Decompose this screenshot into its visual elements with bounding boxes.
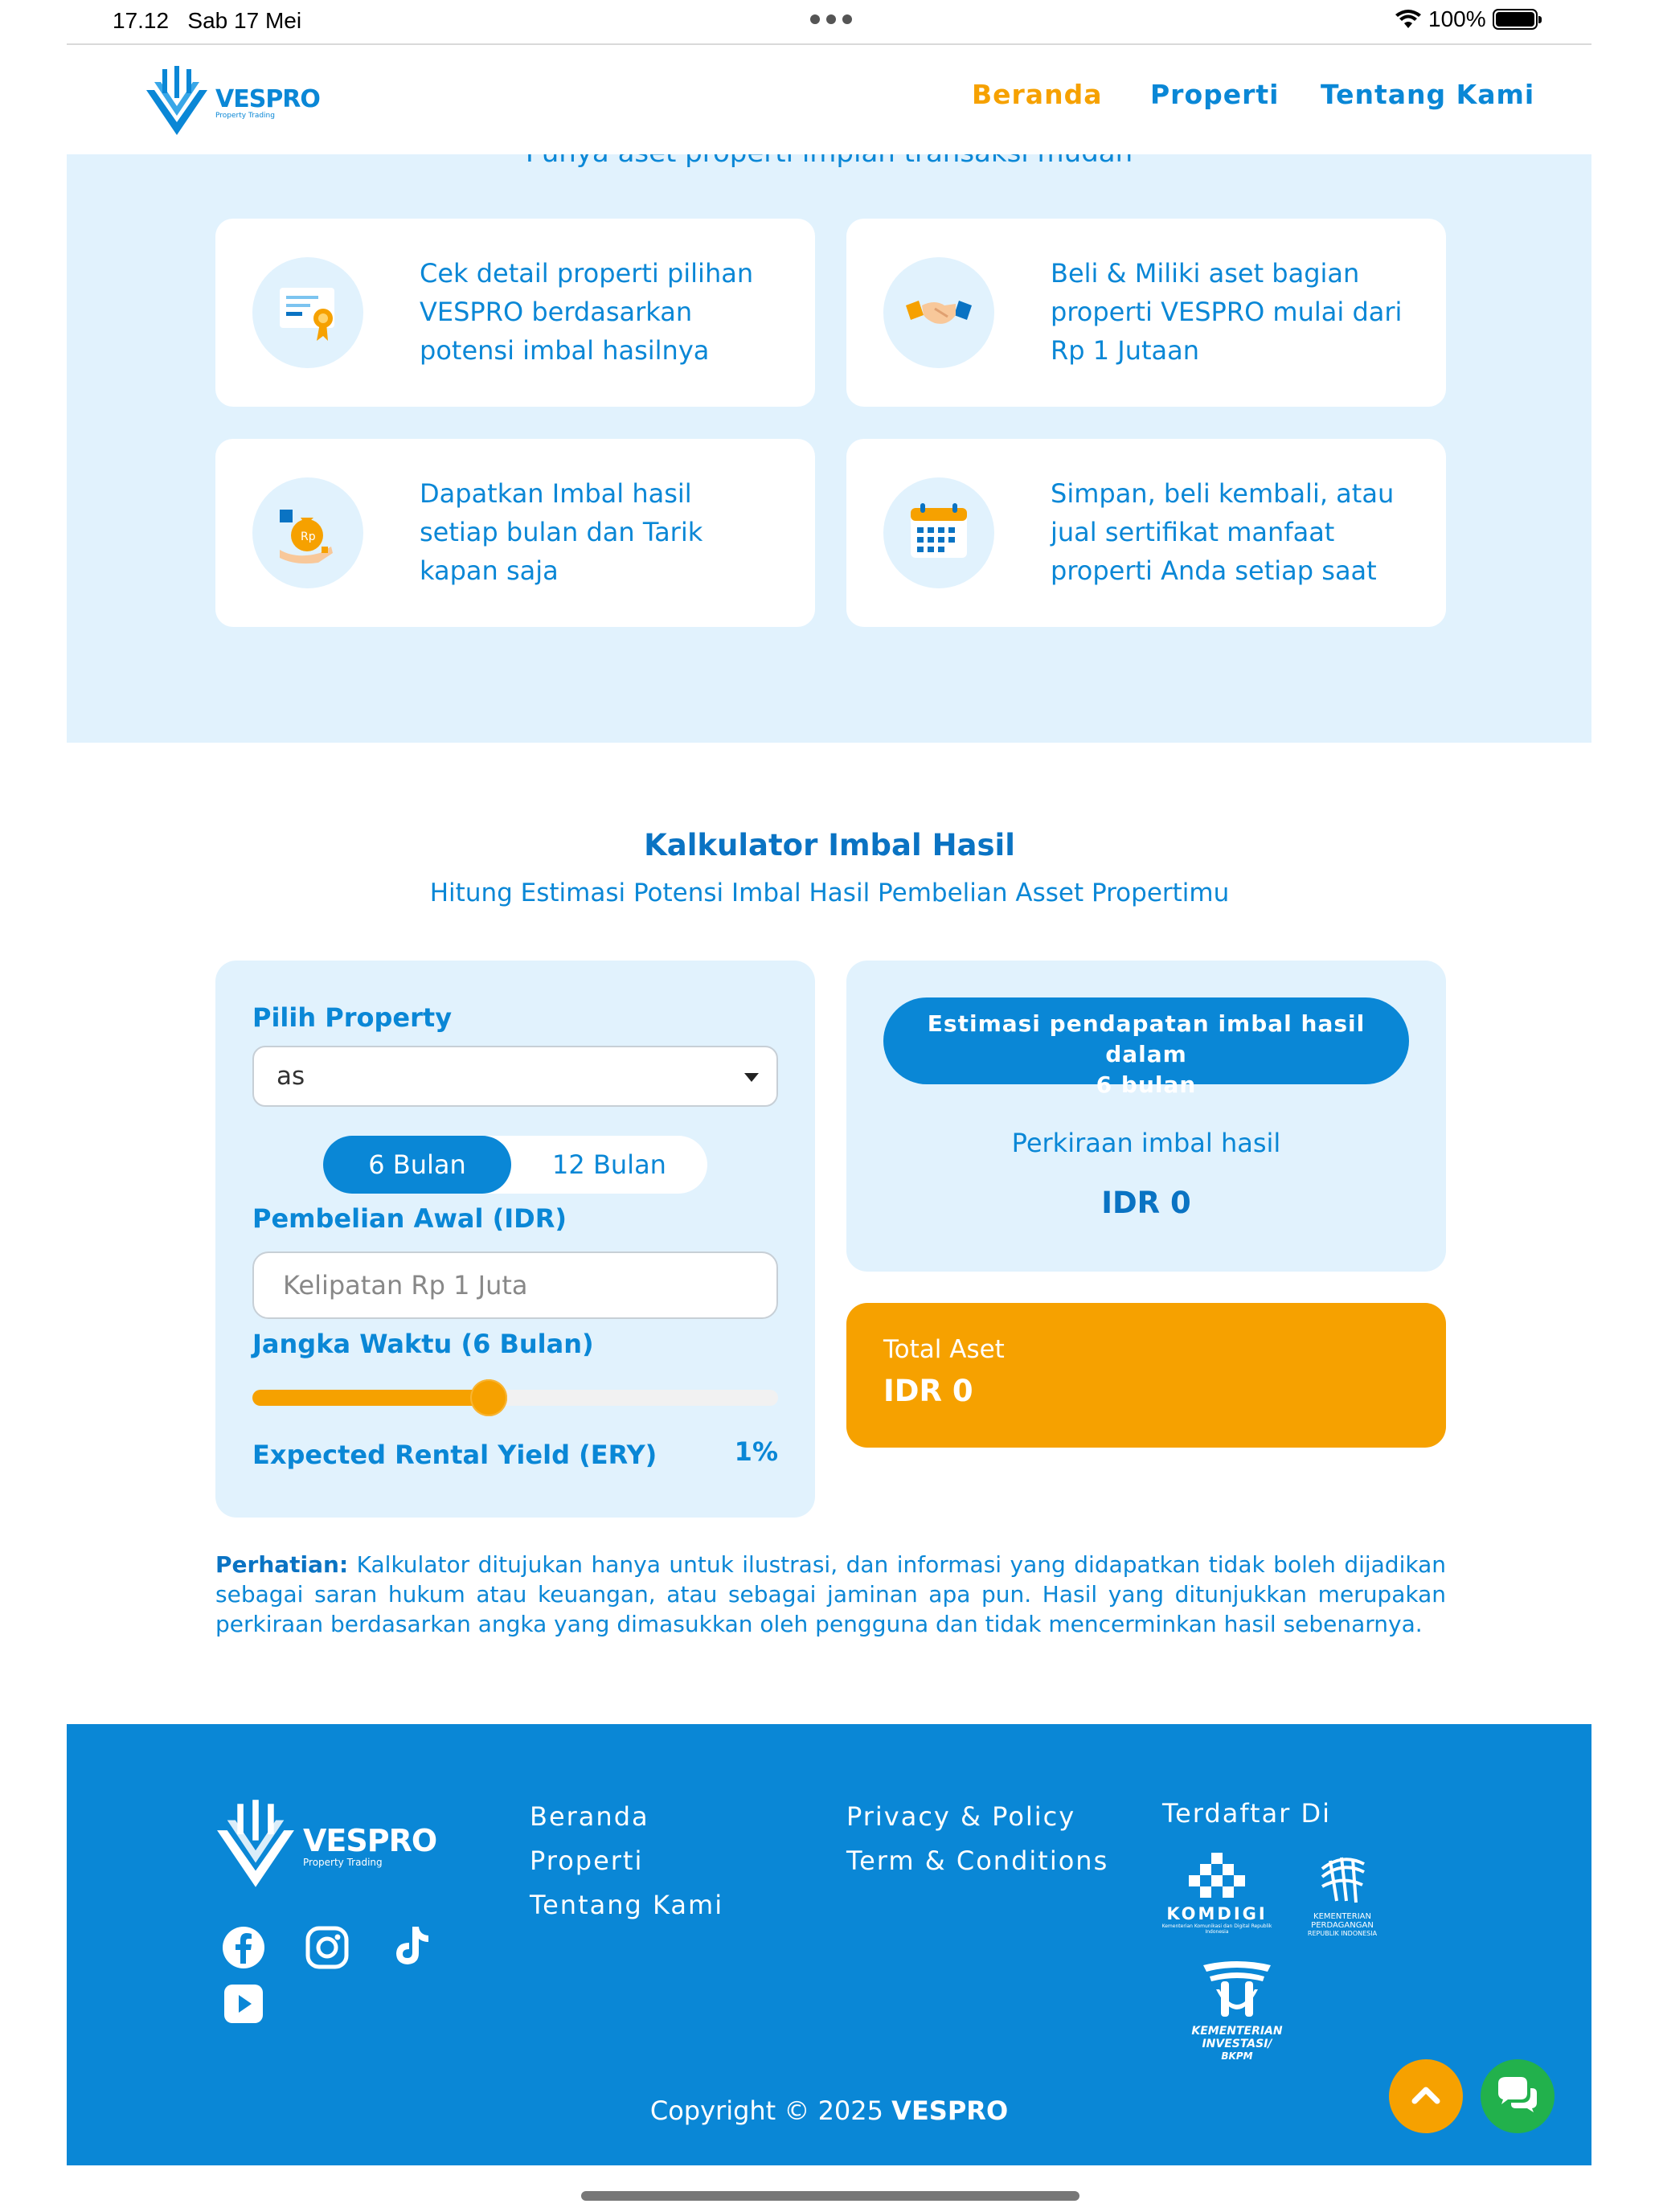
komdigi-logo xyxy=(1157,1853,1277,1935)
copyright xyxy=(67,2095,1591,2126)
period-toggle xyxy=(323,1136,707,1194)
feature-text: Simpan, beli kembali, atau jual sertifikat manfaat properti Anda setiap saat xyxy=(1051,478,1395,586)
estimate-heading xyxy=(883,997,1409,1098)
term-label: Jangka Waktu (6 Bulan) xyxy=(252,1329,594,1359)
calculator-subtitle: Hitung Estimasi Potensi Imbal Hasil Pembelian Asset Propertimu xyxy=(429,879,1230,907)
disclaimer-text: Kalkulator ditujukan hanya untuk ilustrasi, dan informasi yang didapatkan tidak boleh dijadikan sebagai saran hukum atau keuangan, atau sebagai jaminan apa pun. Hasil yang ditunjukkan merupakan perkiraan berdasarkan angka yang dimasukkan oleh pengguna dan tidak mencerminkan hasil sebenarnya. xyxy=(215,1551,1446,1637)
youtube-icon[interactable] xyxy=(221,1981,266,2026)
bkpm-logo xyxy=(1157,1957,1317,2062)
certificate-icon xyxy=(252,257,363,368)
vespro-logo-icon xyxy=(213,1798,298,1893)
tiktok-icon[interactable] xyxy=(388,1923,433,1968)
brand-tagline: Property Trading xyxy=(215,111,275,120)
calculator-title: Kalkulator Imbal Hasil xyxy=(644,828,1015,862)
calculator-form xyxy=(215,961,815,1518)
brand-name: VESPRO xyxy=(215,84,320,113)
footer-link-privacy[interactable]: Privacy & Policy xyxy=(846,1801,1076,1832)
feature-card-sell xyxy=(846,439,1446,627)
status-time: 17.12 Sab 17 Mei xyxy=(113,8,302,33)
footer-link-terms[interactable]: Term & Conditions xyxy=(846,1845,1109,1876)
estimate-heading-line2: 6 bulan xyxy=(1096,1071,1197,1098)
period-12-bulan-button[interactable]: 12 Bulan xyxy=(552,1149,666,1180)
battery-percent: 100% xyxy=(1428,6,1486,31)
kemendag-logo xyxy=(1298,1853,1387,1937)
handshake-icon xyxy=(883,257,994,368)
navbar xyxy=(67,45,1591,154)
disclaimer-lead: Perhatian: xyxy=(215,1551,349,1578)
footer-brand-name: VESPRO xyxy=(303,1823,437,1858)
chat-bubbles-icon xyxy=(1481,2059,1555,2133)
features-section xyxy=(67,154,1591,743)
period-6-bulan-button[interactable]: 6 Bulan xyxy=(323,1136,511,1194)
kemendag-sub: REPUBLIK INDONESIA xyxy=(1307,1930,1378,1937)
term-slider-thumb[interactable] xyxy=(470,1379,507,1416)
footer-link-beranda[interactable]: Beranda xyxy=(530,1801,649,1832)
purchase-label: Pembelian Awal (IDR) xyxy=(252,1203,567,1234)
footer-link-tentang-kami[interactable]: Tentang Kami xyxy=(530,1890,724,1920)
nav-properti[interactable]: Properti xyxy=(1150,79,1280,110)
disclaimer xyxy=(215,1550,1446,1639)
status-bar xyxy=(0,0,1659,43)
total-asset-value: IDR 0 xyxy=(883,1374,973,1408)
facebook-icon[interactable] xyxy=(221,1925,266,1970)
scroll-top-button[interactable] xyxy=(1389,2059,1463,2133)
multitask-dots-icon[interactable] xyxy=(810,14,852,24)
copyright-text: Copyright © 2025 xyxy=(649,2095,892,2126)
vespro-logo-icon xyxy=(143,66,211,138)
svg-text:Rp: Rp xyxy=(301,530,316,543)
wifi-icon xyxy=(1395,9,1422,30)
home-indicator[interactable] xyxy=(581,2191,1079,2201)
term-slider[interactable] xyxy=(252,1390,778,1406)
footer xyxy=(67,1724,1591,2165)
nav-tentang-kami[interactable]: Tentang Kami xyxy=(1321,79,1535,110)
nav-beranda[interactable]: Beranda xyxy=(972,79,1103,110)
footer-brand-tagline: Property Trading xyxy=(303,1857,383,1868)
kemendag-name: KEMENTERIAN PERDAGANGAN xyxy=(1311,1912,1374,1930)
feature-card-buy xyxy=(846,219,1446,407)
estimate-value: IDR 0 xyxy=(1101,1186,1191,1220)
feature-text: Dapatkan Imbal hasil setiap bulan dan Tarik kapan saja xyxy=(420,478,703,586)
bkpm-sub: BKPM xyxy=(1221,2050,1253,2062)
feature-text: Cek detail properti pilihan VESPRO berdasarkan potensi imbal hasilnya xyxy=(420,258,754,366)
bkpm-mark-icon xyxy=(1198,1957,1276,2022)
registered-title: Terdaftar Di xyxy=(1162,1798,1332,1829)
calendar-icon xyxy=(883,477,994,588)
chevron-up-icon xyxy=(1389,2059,1463,2133)
feature-text: Beli & Miliki aset bagian properti VESPRO mulai dari Rp 1 Jutaan xyxy=(1051,258,1403,366)
footer-link-properti[interactable]: Properti xyxy=(530,1845,644,1876)
copyright-brand: VESPRO xyxy=(891,2095,1009,2126)
kemendag-mark-icon xyxy=(1314,1853,1370,1909)
bkpm-name: KEMENTERIAN INVESTASI/ xyxy=(1191,2025,1283,2050)
battery-icon xyxy=(1493,9,1538,30)
dropdown-arrow-icon xyxy=(744,1073,759,1082)
status-right xyxy=(1395,6,1538,32)
ery-label: Expected Rental Yield (ERY) xyxy=(252,1440,657,1470)
feature-card-detail xyxy=(215,219,815,407)
komdigi-mark-icon xyxy=(1189,1853,1245,1901)
chat-button[interactable] xyxy=(1481,2059,1555,2133)
ery-value: 1% xyxy=(734,1436,778,1467)
brand-logo[interactable] xyxy=(143,66,320,138)
property-label: Pilih Property xyxy=(252,1002,453,1033)
instagram-icon[interactable] xyxy=(305,1925,350,1970)
total-asset-label: Total Aset xyxy=(883,1335,1005,1364)
estimate-panel xyxy=(846,961,1446,1272)
estimate-label: Perkiraan imbal hasil xyxy=(1011,1128,1281,1158)
komdigi-sub: Kementerian Komunikasi dan Digital Republik Indonesia xyxy=(1161,1923,1272,1935)
term-slider-fill xyxy=(252,1390,489,1406)
property-select[interactable] xyxy=(252,1046,778,1107)
komdigi-name: KOMDIGI xyxy=(1166,1904,1268,1923)
total-asset-box xyxy=(846,1303,1446,1448)
estimate-heading-line1: Estimasi pendapatan imbal hasil dalam xyxy=(927,1010,1366,1067)
footer-logo[interactable] xyxy=(213,1798,436,1893)
purchase-amount-input[interactable] xyxy=(252,1251,778,1319)
money-bag-icon xyxy=(252,477,363,588)
feature-card-yield xyxy=(215,439,815,627)
property-select-value: as xyxy=(276,1062,305,1091)
